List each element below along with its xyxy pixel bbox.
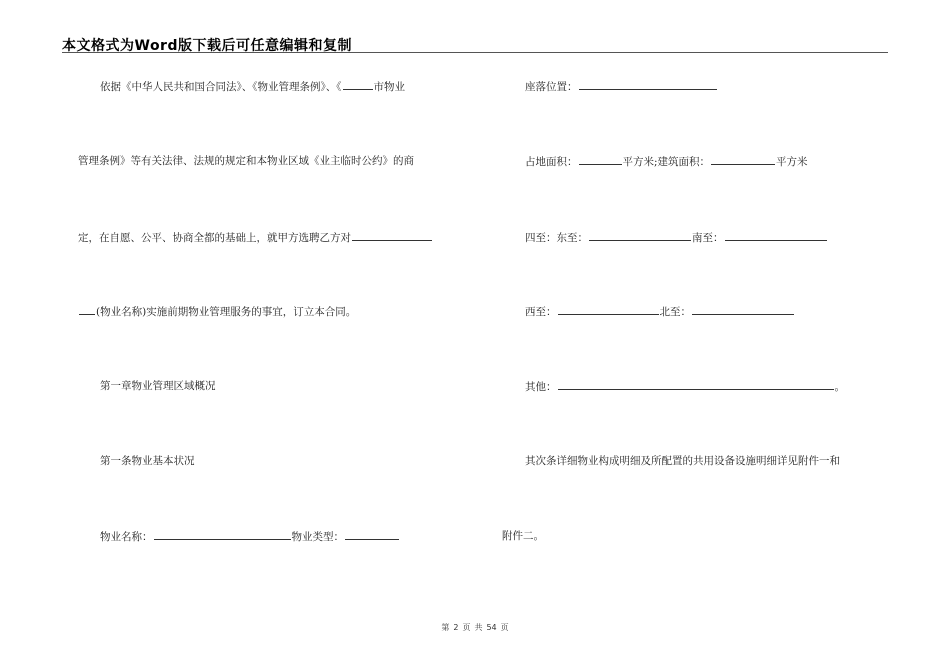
footer-suffix: 页: [500, 623, 509, 632]
property-type-field: [345, 529, 399, 540]
header-rule: [62, 52, 888, 53]
property-name-label: 物业名称：: [100, 531, 153, 543]
location-label: 座落位置：: [525, 81, 578, 93]
footer-mid1: 页: [462, 623, 471, 632]
footer-mid2: 共: [474, 623, 483, 632]
land-area-label: 占地面积：: [525, 156, 578, 168]
area-row: [525, 154, 808, 169]
east-label: 四至：东至：: [525, 232, 588, 244]
article-2-text: 其次条详细物业构成明细及所配置的共用设备设施明细详见附件一和: [525, 455, 840, 467]
west-field: [558, 304, 659, 315]
other-row: [525, 379, 845, 394]
other-label: 其他：: [525, 381, 557, 393]
chapter-heading: 第一章物业管理区域概况: [100, 380, 216, 392]
location-row: [525, 79, 718, 94]
page-total: 54: [486, 623, 497, 632]
page-footer: [0, 622, 950, 633]
property-name-row: [100, 529, 400, 544]
north-label: 北至：: [659, 306, 691, 318]
document-header: 本文格式为Word版下载后可任意编辑和复制: [62, 38, 352, 54]
location-field: [579, 79, 717, 90]
boundary-row-2: [525, 304, 795, 319]
boundary-row-1: [525, 230, 828, 245]
paragraph-line-2: 管理条例》等有关法律、法规的规定和本物业区域《业主临时公约》的商: [78, 155, 414, 167]
paragraph-text: 定，在自愿、公平、协商全都的基础上，就甲方选聘乙方对: [78, 232, 351, 244]
paragraph-text: (物业名称)实施前期物业管理服务的事宜，订立本合同。: [96, 306, 357, 318]
property-name-field: [154, 529, 291, 540]
north-field: [692, 304, 794, 315]
east-field: [589, 230, 691, 241]
west-label: 西至：: [525, 306, 557, 318]
south-field: [725, 230, 827, 241]
land-area-field: [579, 154, 622, 165]
blank-field-property: [352, 230, 432, 241]
paragraph-text: 依据《中华人民共和国合同法》、《物业管理条例》、《: [100, 81, 342, 93]
paragraph-line-4: [78, 304, 356, 319]
paragraph-text: 市物业: [373, 81, 405, 93]
other-end: 。: [834, 381, 845, 393]
building-area-field: [711, 154, 775, 165]
blank-field-city: [343, 79, 373, 90]
property-type-label: 物业类型：: [291, 531, 344, 543]
building-area-unit: 平方米: [776, 156, 808, 168]
paragraph-line-1: [100, 79, 405, 94]
paragraph-line-3: [78, 230, 433, 245]
land-area-unit: 平方米;建筑面积：: [622, 156, 711, 168]
article-heading: 第一条物业基本状况: [100, 455, 195, 467]
article-2-end: 附件二。: [502, 530, 544, 542]
south-label: 南至：: [692, 232, 724, 244]
other-field: [558, 379, 834, 390]
blank-field-name: [79, 304, 95, 315]
footer-prefix: 第: [441, 623, 450, 632]
page-number: 2: [453, 623, 459, 632]
